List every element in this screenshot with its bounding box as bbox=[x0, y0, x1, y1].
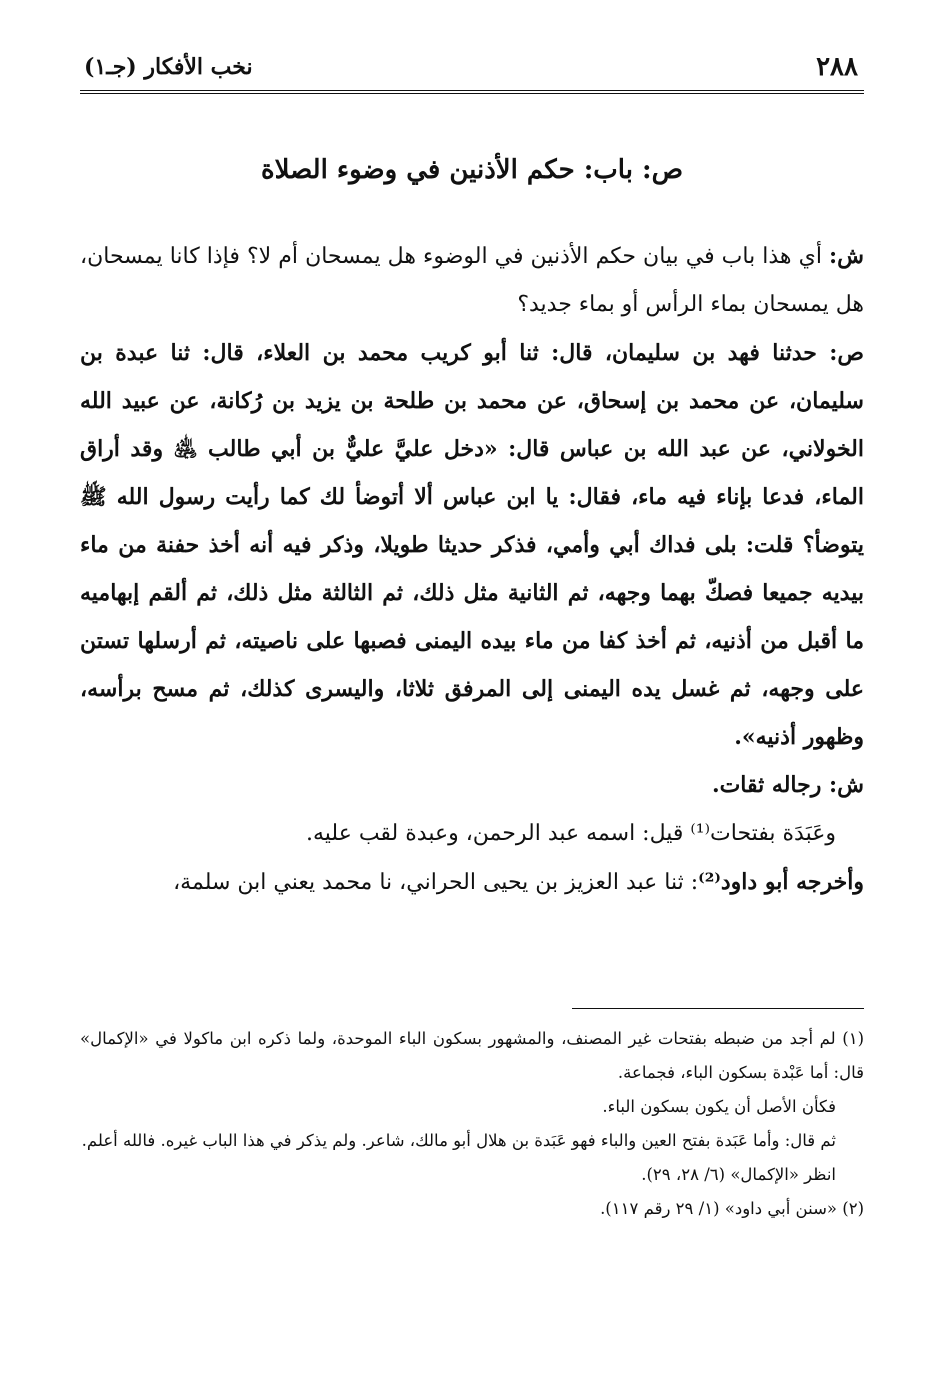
paragraph-text: وعَبَدَة بفتحات⁽¹⁾ قيل: اسمه عبد الرحمن، وعبدة لقب عليه. bbox=[305, 821, 836, 846]
paragraph-note bbox=[80, 809, 864, 858]
paragraph-marker: وأخرجه أبو داود⁽²⁾ bbox=[698, 869, 864, 895]
paragraph-text: أي هذا باب في بيان حكم الأذنين في الوضوء هل يمسحان أم لا؟ فإذا كانا يمسحان، هل يمسحان بماء الرأس أو بماء جديد؟ bbox=[80, 244, 864, 317]
footnotes bbox=[80, 1022, 864, 1226]
paragraph-text: حدثنا فهد بن سليمان، قال: ثنا أبو كريب محمد بن العلاء، قال: ثنا عبدة بن سليمان، عن محمد بن إسحاق، عن محمد بن طلحة بن يزيد بن رُكانة، عن عبيد الله الخولاني، عن عبد الله بن عباس قال: «دخل عليَّ عليٌّ بن أبي طالب ﵁ وقد أراق الماء، فدعا بإناء فيه ماء، فقال: يا ابن عباس ألا أتوضأ لك كما رأيت رسول الله ﷺ يتوضأ؟ قلت: بلى فداك أبي وأمي، فذكر حديثا طويلا، وذكر فيه أنه أخذ حفنة من ماء بيديه جميعا فصكّ بهما وجهه، ثم الثانية مثل ذلك، ثم الثالثة مثل ذلك، ثم ألقم إبهاميه ما أقبل من أذنيه، ثم أخذ كفا من ماء بيده اليمنى فصبها على ناصيته، ثم أرسلها تستن على وجهه، ثم غسل يده اليمنى إلى المرفق ثلاثا، واليسرى كذلك، ثم مسح برأسه، وظهور أذنيه». bbox=[80, 340, 864, 750]
paragraph-takhrij bbox=[80, 858, 864, 907]
main-text bbox=[80, 232, 864, 907]
paragraph-text: : ثنا عبد العزيز بن يحيى الحراني، نا محمد يعني ابن سلمة، bbox=[173, 870, 699, 895]
paragraph-marker: ش: bbox=[829, 243, 864, 269]
footnote-divider bbox=[572, 1008, 864, 1009]
footnote-1: (١) لم أجد من ضبطه بفتحات غير المصنف، والمشهور بسكون الباء الموحدة، ولما ذكره ابن ماكولا في «الإكمال» قال: أما عَبْدة بسكون الباء، فجماعة. bbox=[80, 1029, 864, 1082]
footnote-1-continued: ثم قال: وأما عَبَدة بفتح العين والباء فهو عَبَدة بن هلال أبو مالك، شاعر. ولم يذكر في هذا الباب غيره. فالله أعلم. bbox=[81, 1131, 836, 1150]
footnote-1-continued: فكأن الأصل أن يكون بسكون الباء. bbox=[602, 1097, 836, 1116]
paragraph-marker: ص: bbox=[829, 340, 864, 366]
chapter-title: ص: باب: حكم الأذنين في وضوء الصلاة bbox=[260, 155, 684, 185]
paragraph-hadith bbox=[80, 329, 864, 761]
paragraph-narrators bbox=[80, 761, 864, 809]
book-title: نخب الأفكار (جـ١) bbox=[84, 54, 253, 80]
paragraph-text: رجاله ثقات. bbox=[711, 772, 830, 798]
paragraph-commentary bbox=[80, 232, 864, 329]
page-number: ٢٨٨ bbox=[816, 52, 858, 82]
header-rule bbox=[80, 90, 864, 94]
footnote-1-reference: انظر «الإكمال» (٦/ ٢٨، ٢٩). bbox=[641, 1165, 836, 1184]
footnote-2: (٢) «سنن أبي داود» (١/ ٢٩ رقم ١١٧). bbox=[600, 1199, 864, 1218]
paragraph-marker: ش: bbox=[829, 772, 864, 798]
page-header bbox=[80, 52, 864, 92]
